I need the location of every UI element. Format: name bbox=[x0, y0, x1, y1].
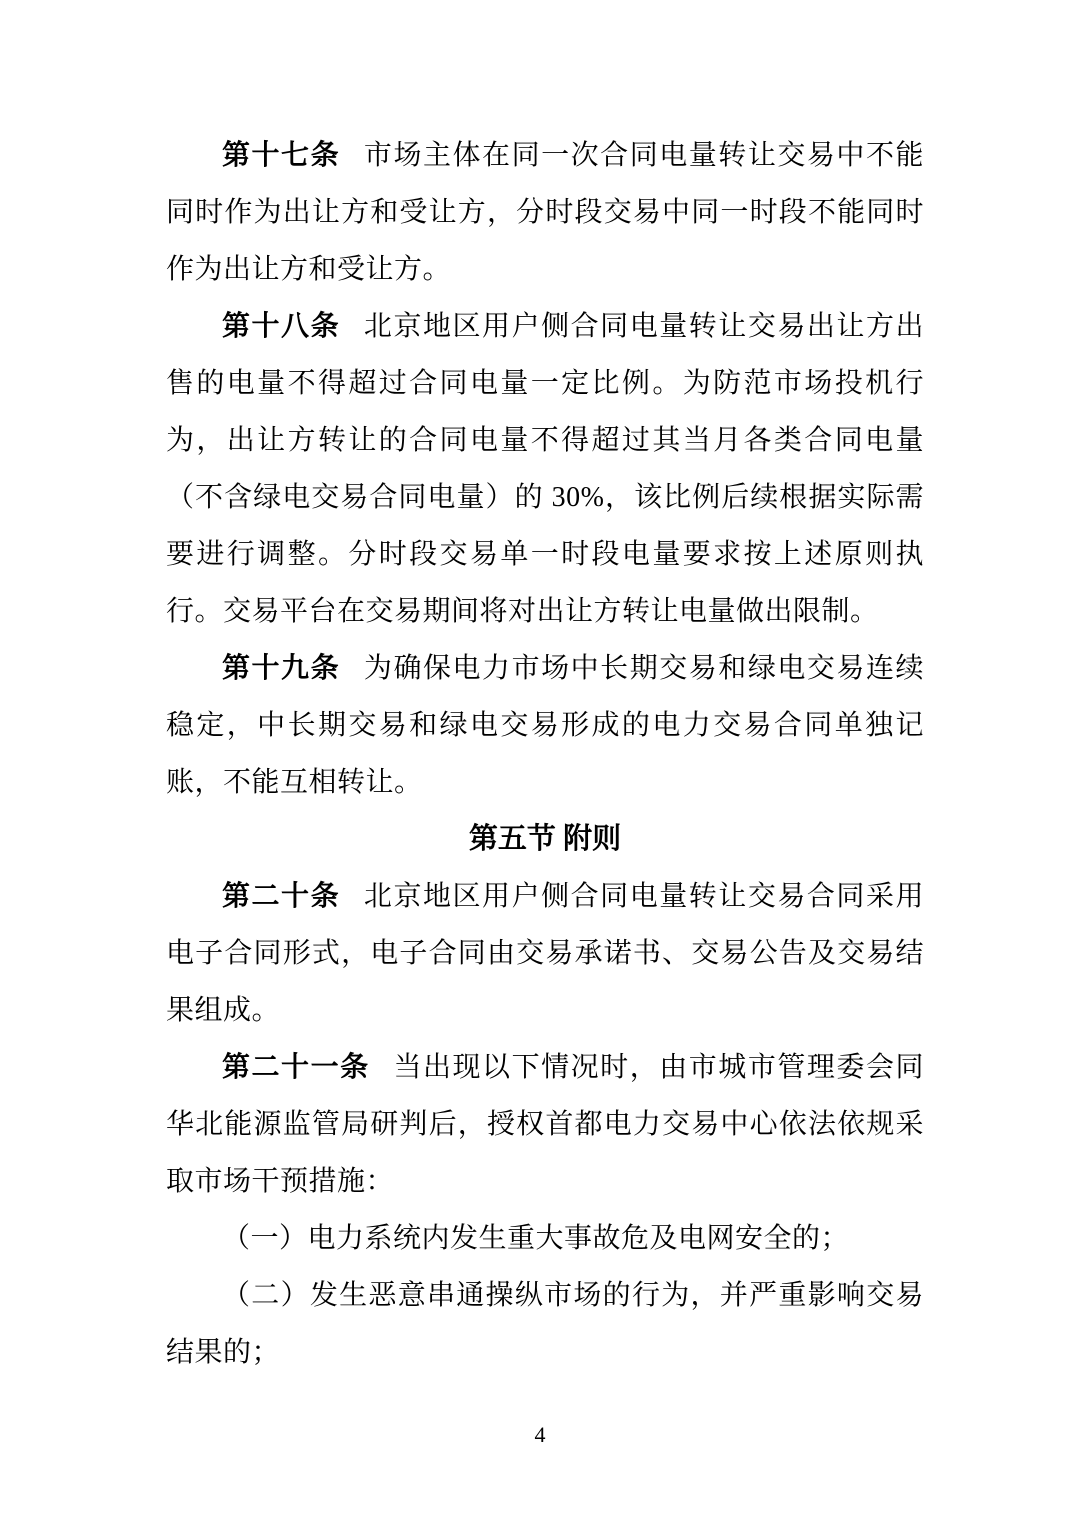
article-17-number: 第十七条 bbox=[222, 140, 341, 171]
article-19-number: 第十九条 bbox=[222, 653, 341, 684]
article-18-number: 第十八条 bbox=[222, 311, 341, 342]
paragraph-article-18 bbox=[166, 298, 924, 640]
article-20-text: 北京地区用户侧合同电量转让交易合同采用电子合同形式，电子合同由交易承诺书、交易公告及交易结果组成。 bbox=[166, 881, 924, 1026]
article-17-text: 市场主体在同一次合同电量转让交易中不能同时作为出让方和受让方，分时段交易中同一时段不能同时作为出让方和受让方。 bbox=[166, 140, 924, 285]
paragraph-article-21 bbox=[166, 1039, 924, 1210]
paragraph-article-20 bbox=[166, 868, 924, 1039]
article-18-text: 北京地区用户侧合同电量转让交易出让方出售的电量不得超过合同电量一定比例。为防范市场投机行为，出让方转让的合同电量不得超过其当月各类合同电量（不含绿电交易合同电量）的 30%，该比例后续根据实际需要进行调整。分时段交易单一时段电量要求按上述原则执行。交易平台在交易期间将对出让方转让电量做出限制。 bbox=[166, 311, 924, 627]
article-21-number: 第二十一条 bbox=[222, 1052, 370, 1083]
list-item-1: （一）电力系统内发生重大事故危及电网安全的； bbox=[222, 1223, 850, 1254]
article-21-text: 当出现以下情况时，由市城市管理委会同华北能源监管局研判后，授权首都电力交易中心依法依规采取市场干预措施： bbox=[166, 1052, 924, 1197]
paragraph-article-17 bbox=[166, 127, 924, 298]
list-item-2: （二）发生恶意串通操纵市场的行为，并严重影响交易结果的； bbox=[166, 1280, 924, 1368]
article-19-text: 为确保电力市场中长期交易和绿电交易连续稳定，中长期交易和绿电交易形成的电力交易合同单独记账，不能互相转让。 bbox=[166, 653, 924, 798]
section-5-heading: 第五节 附则 bbox=[468, 823, 622, 855]
page-number: 4 bbox=[534, 1422, 546, 1447]
paragraph-article-19 bbox=[166, 640, 924, 811]
article-20-number: 第二十条 bbox=[222, 881, 341, 912]
